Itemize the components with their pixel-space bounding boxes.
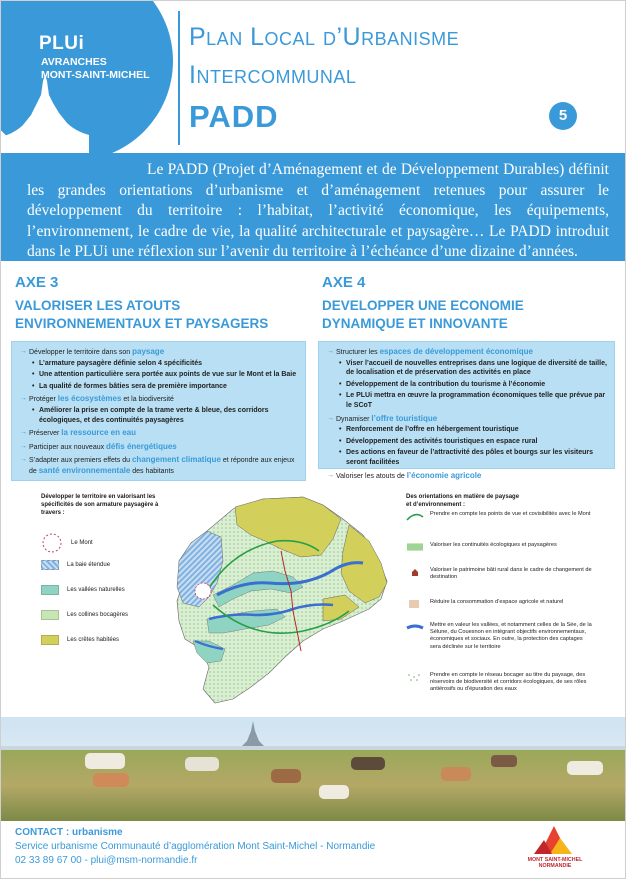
legend-item-cretes — [41, 635, 119, 645]
contact-label: CONTACT : urbanisme — [15, 827, 123, 838]
axe3-sub-4: • Améliorer la prise en compte de la trame verte & bleue, des corridors écologiques, et des continuités paysagères — [32, 406, 299, 425]
logo-line-1: AVRANCHES — [41, 56, 107, 68]
contact-block — [15, 826, 375, 868]
axe4-sub-5: • Développement des activités touristiques en espace rural — [339, 437, 608, 447]
axe4-sub-6: • Des actions en faveur de l’attractivité des pôles et bourgs sur les visiteurs seront facilitées — [339, 448, 608, 467]
title-separator — [178, 11, 180, 145]
landscape-photo — [1, 717, 626, 821]
legend-right-item-2 — [406, 542, 594, 552]
axe3-item-2-highlight: les écosystèmes — [57, 394, 122, 404]
axe3-title-line-1: VALORISER LES ATOUTS — [15, 298, 181, 313]
page-number-badge: 5 — [549, 102, 577, 130]
cretes-swatch — [41, 635, 59, 645]
vallees-swatch — [41, 585, 59, 595]
axe3-item-5-text: S’adapter aux premiers effets du — [29, 457, 132, 465]
axe3-item-5-highlight-2: santé environnementale — [38, 465, 131, 475]
title-line-1: Plan Local d’Urbanisme — [189, 23, 460, 51]
logo-subtitle — [41, 56, 150, 82]
legend-right-item-1 — [406, 511, 594, 521]
axe3-item-1-highlight: paysage — [132, 347, 165, 356]
legend-right-label-5: Mettre en valeur les vallées, et notamment celles de la Sée, de la Sélune, du Couesnon en intégrant objectifs environnementaux, économiques et sociaux. En outre, la protection des captages sera déclinée sur le territoire — [430, 622, 592, 650]
legend-right-item-5 — [406, 622, 594, 651]
axe3-item-eau — [20, 428, 299, 439]
map-left-heading-text: Développer le territoire en valorisant les spécificités de son armature paysagère à travers : — [41, 494, 159, 516]
legend-right-item-6 — [406, 672, 594, 694]
axe3-item-2-text: Protéger — [29, 396, 58, 404]
baie-swatch — [41, 560, 59, 570]
axe4-number: AXE 4 — [322, 274, 366, 291]
axe4-item-1-highlight: espaces de développement économique — [379, 347, 533, 356]
axe3-item-energie — [20, 442, 299, 453]
axe4-sub-2: • Développement de la contribution du tourisme à l’économie — [339, 380, 608, 390]
axe3-box — [11, 341, 306, 481]
axe4-item-2-highlight: l’offre touristique — [371, 413, 438, 423]
legend-item-vallees — [41, 585, 125, 595]
axe3-sub-1: • L’armature paysagère définie selon 4 spécificités — [32, 359, 299, 369]
legend-label-vallees: Les vallées naturelles — [67, 587, 125, 593]
axe4-sub-1: • Viser l’accueil de nouvelles entreprises dans une logique de diversité de taille, de localisation et de préservation des activités en place — [339, 359, 608, 378]
axe3-item-5-mid: et répondre aux enjeux de — [29, 457, 295, 475]
axe3-number: AXE 3 — [15, 274, 59, 291]
legend-item-mont — [41, 532, 93, 554]
axe3-item-5-highlight: changement climatique — [131, 455, 221, 465]
legend-item-baie — [41, 560, 110, 570]
axe4-box — [318, 341, 615, 480]
axe3-item-1-text: Développer le territoire dans son — [29, 349, 133, 356]
mont-saint-michel-silhouette-icon — [1, 75, 89, 153]
axe4-item-1-text: Structurer les — [336, 349, 380, 356]
territory-map — [173, 491, 399, 713]
map-legend-right-heading: Des orientations en matière de paysage et d’environnement : — [406, 494, 520, 508]
axe3-item-ecosystemes — [20, 394, 299, 425]
heritage-building-icon — [406, 567, 424, 577]
axe3-item-paysage — [20, 347, 299, 391]
axe3-sub-3: • La qualité de formes bâties sera de première importance — [32, 382, 299, 392]
title-line-2: Intercommunal — [189, 61, 357, 89]
axe4-item-3-highlight: l’économie agricole — [406, 470, 482, 480]
contact-phone-mail[interactable]: 02 33 89 67 00 - plui@msm-normandie.fr — [15, 855, 198, 866]
legend-right-item-3 — [406, 567, 594, 581]
legend-right-label-3: Valoriser le patrimoine bâti rural dans le cadre de changement de destination — [430, 567, 592, 581]
axe4-title-line-2: DYNAMIQUE ET INNOVANTE — [322, 316, 508, 331]
valley-river-icon — [406, 622, 424, 632]
legend-right-label-6: Prendre en compte le réseau bocager au titre du paysage, des réservoirs de biodiversité et corridors écologiques, de ses rôles antiérosifs ou d’épuration des eaux — [430, 672, 587, 693]
logo-line-2: MONT-SAINT-MICHEL — [41, 69, 150, 81]
legend-label-collines: Les collines bocagères — [67, 612, 129, 618]
logo-title: PLUi — [39, 33, 85, 54]
axe4-sub-3: • Le PLUi mettra en œuvre la programmation économiques telle que prévue par le SCoT — [339, 391, 608, 410]
legend-right-label-1: Prendre en compte les points de vue et covisibilités avec le Mont — [430, 511, 591, 517]
legend-item-collines — [41, 610, 128, 620]
axe3-title-line-2: ENVIRONNEMENTAUX ET PAYSAGERS — [15, 316, 269, 331]
legend-label-mont: Le Mont — [71, 540, 93, 546]
axe3-item-3-text: Préserver — [29, 430, 62, 438]
contact-service: Service urbanisme Communauté d’agglomération Mont Saint-Michel - Normandie — [15, 841, 376, 852]
axe4-item-espaces — [327, 347, 608, 411]
title-padd: PADD — [189, 99, 279, 134]
agglomeration-logo-line-1: MONT SAINT-MICHEL — [527, 857, 583, 863]
axe4-title — [322, 297, 622, 333]
axe3-title — [15, 297, 315, 333]
land-consumption-icon — [406, 599, 424, 609]
legend-label-baie: La baie étendue — [67, 562, 111, 568]
continuity-icon — [406, 542, 424, 552]
axe4-item-agricole — [327, 471, 608, 482]
axe3-item-2-post: et la biodiversité — [121, 396, 174, 404]
axe3-item-4-text: Participer aux nouveaux — [29, 443, 107, 451]
legend-label-cretes: Les crêtes habitées — [67, 637, 120, 643]
viewpoint-arc-icon — [406, 511, 424, 521]
axe3-item-climat — [20, 455, 299, 476]
axe4-item-tourisme — [327, 414, 608, 468]
axe3-item-4-highlight: défis énergétiques — [106, 441, 177, 451]
axe4-title-line-1: DEVELOPPER UNE ECONOMIE — [322, 298, 524, 313]
agglomeration-logo-line-2: NORMANDIE — [538, 863, 572, 869]
legend-right-label-4: Réduire la consommation d’espace agricole et naturel — [430, 599, 564, 605]
map-legend-left-heading — [41, 493, 171, 517]
axe3-item-3-highlight: la ressource en eau — [61, 428, 137, 438]
mont-circle-icon — [41, 532, 63, 554]
axe3-sub-2: • Une attention particulière sera portée aux points de vue sur le Mont et la Baie — [32, 370, 299, 380]
axe4-item-3-text: Valoriser les atouts de — [336, 472, 407, 480]
axe4-item-2-text: Dynamiser — [336, 415, 372, 423]
agglomeration-logo-text — [515, 857, 595, 869]
legend-right-label-2: Valoriser les continuités écologiques et paysagères — [430, 542, 557, 548]
intro-paragraph: Le PADD (Projet d’Aménagement et de Développement Durables) définit les grandes orientations d’urbanisme et d’aménagement retenues pour assurer le développement du territoire : l’habitat, l’activité économique, les équipements, l’environnement, le cadre de vie, la qualité architecturale et paysagère… Le PADD introduit dans le PLUi une réflexion sur l’avenir du territoire à l’échéance d’une dizaine d’années. — [1, 153, 626, 261]
collines-swatch — [41, 610, 59, 620]
axe3-item-5-post: des habitants — [130, 467, 174, 475]
axe4-sub-4: • Renforcement de l’offre en hébergement touristique — [339, 425, 608, 435]
bocage-network-icon — [406, 672, 424, 682]
legend-right-item-4 — [406, 599, 594, 609]
